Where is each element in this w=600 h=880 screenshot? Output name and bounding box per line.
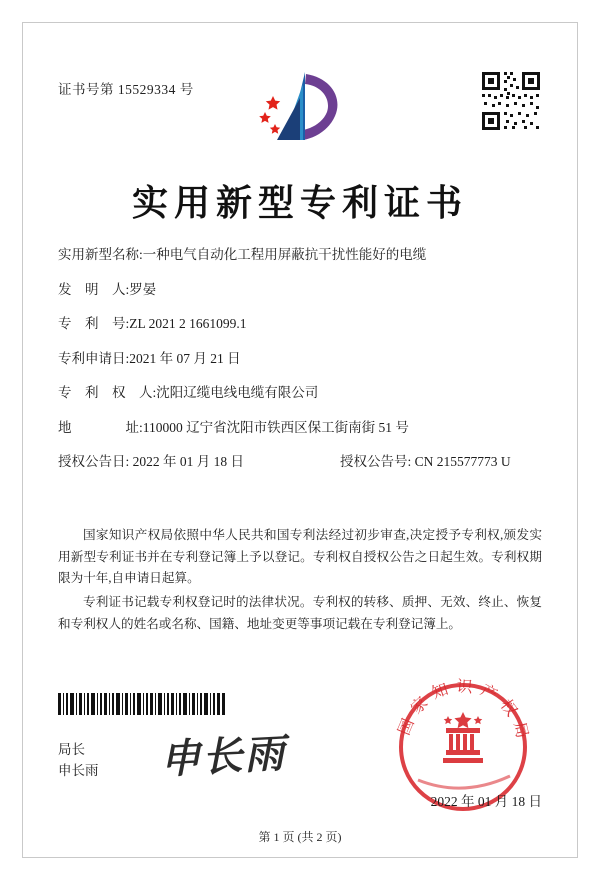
field-label: 授权公告号: <box>340 454 412 469</box>
field-application-date <box>58 352 542 366</box>
field-utility-model-name <box>58 248 542 262</box>
seal-date: 2022 年 01 月 18 日 <box>430 794 542 809</box>
director-label: 局长 <box>58 742 85 757</box>
field-value: 2021 年 07 月 21 日 <box>129 350 241 366</box>
page-footer: 第 1 页 (共 2 页) <box>258 830 342 844</box>
field-value: 沈阳辽缆电线电缆有限公司 <box>156 385 319 400</box>
field-value: 罗晏 <box>129 281 157 297</box>
paragraph-registry: 专利证书记载专利权登记时的法律状况。专利权的转移、质押、无效、终止、恢复和专利权人的姓名或名称、国籍、地址变更等事项记载在专利登记簿上。 <box>58 594 542 631</box>
field-announcement <box>58 455 542 469</box>
field-label: 发 明 人: <box>58 281 130 297</box>
field-patentee <box>58 386 542 400</box>
paragraph-grant: 国家知识产权局依照中华人民共和国专利法经过初步审查,决定授予专利权,颁发实用新型专利证书并在专利登记簿上予以登记。专利权自授权公告之日起生效。专利权期限为十年,自申请日起算。 <box>58 528 542 586</box>
field-label: 地 址: <box>58 419 143 435</box>
field-address <box>58 421 542 435</box>
patent-office-logo-icon <box>243 68 353 148</box>
field-list <box>58 248 542 490</box>
announcement-date-group <box>58 455 306 469</box>
director-name: 申长雨 <box>58 762 99 778</box>
svg-text:国家知识产权局: 国家知识产权局 <box>395 678 532 747</box>
certificate-number: 证书号第 15529334 号 <box>58 82 194 97</box>
qr-code-icon <box>480 70 542 132</box>
field-value: ZL 2021 2 1661099.1 <box>129 316 247 331</box>
handwritten-signature: 申长雨 <box>159 729 288 784</box>
announcement-number-group <box>340 455 511 469</box>
field-label: 专利申请日: <box>58 350 130 366</box>
field-inventor <box>58 283 542 297</box>
field-label: 授权公告日: <box>58 454 130 469</box>
field-label: 专 利 权 人: <box>58 385 157 400</box>
field-patent-number <box>58 317 542 331</box>
field-label: 实用新型名称: <box>58 247 143 262</box>
barcode-icon <box>58 693 226 715</box>
signature-block <box>58 740 99 782</box>
field-value: CN 215577773 U <box>414 454 511 469</box>
field-value: 2022 年 01 月 18 日 <box>132 454 245 469</box>
field-value: 110000 辽宁省沈阳市铁西区保工街南街 51 号 <box>142 419 409 435</box>
page-title: 实用新型专利证书 <box>131 183 468 223</box>
field-label: 专 利 号: <box>58 316 130 331</box>
field-value: 一种电气自动化工程用屏蔽抗干扰性能好的电缆 <box>142 247 427 262</box>
legal-text <box>58 525 542 637</box>
